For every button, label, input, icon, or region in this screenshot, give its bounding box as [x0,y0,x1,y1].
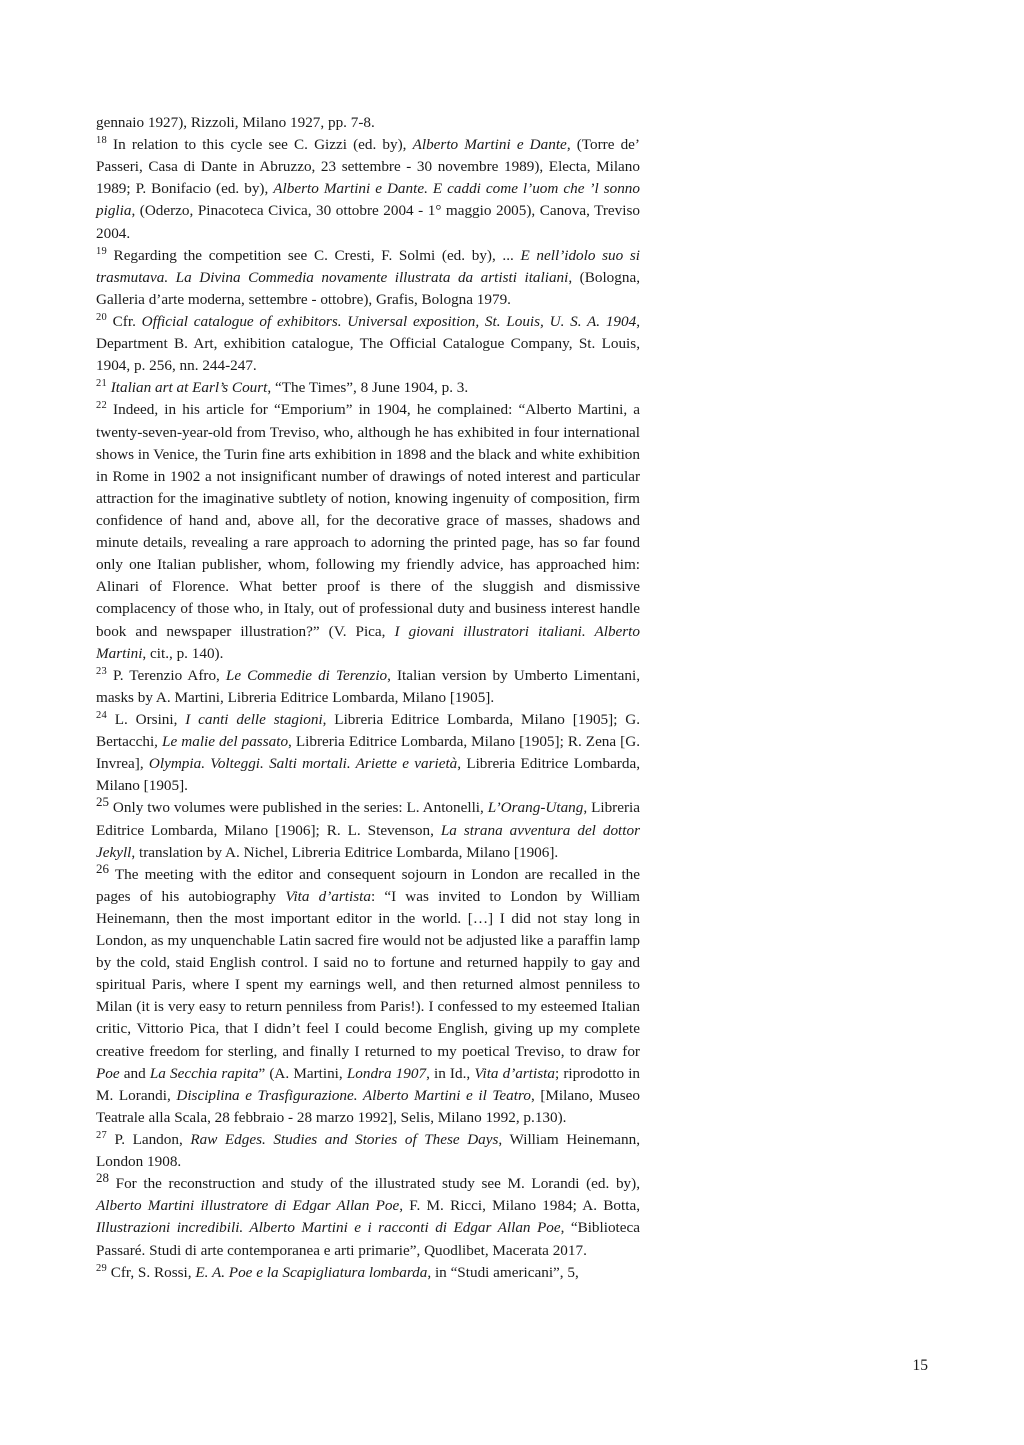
note-marker-20: 20 [96,311,107,323]
note-marker-26: 26 [96,860,109,876]
note-marker-27: 27 [96,1129,107,1141]
note-continuation: gennaio 1927), Rizzoli, Milano 1927, pp. 7-8. [96,114,375,131]
note-28: 28 For the reconstruction and study of the illustrated study see M. Lorandi (ed. by), Alberto Martini illustratore di Edgar Allan Poe, F. M. Ricci, Milano 1984; A. Botta, Illustrazioni incredibili. Alberto Martini e i racconti di Edgar Allan Poe, “Biblioteca Passaré. Studi di arte contemporanea e arti primarie”, Quodlibet, Macerata 2017. [96,1170,640,1259]
note-marker-21: 21 [96,378,107,390]
note-marker-29: 29 [96,1262,107,1274]
page-number: 15 [912,1357,928,1374]
note-25: 25 Only two volumes were published in the series: L. Antonelli, L’Orang-Utang, Libreria Editrice Lombarda, Milano [1906]; R. L. Stevenson, La strana avventura del dottor Jekyll, translation by A. Nichel, Libreria Editrice Lombarda, Milano [1906]. [96,794,640,861]
note-27: $^{27}$ P. Landon, Raw Edges. Studies and Stories of These Days, William Heinemann, London 1908. [96,1129,641,1171]
note-marker-25: 25 [96,794,109,810]
note-20: $^{20}$ Cfr. Official catalogue of exhibitors. Universal exposition, St. Louis, U. S. A. 1904, Department B. Art, exhibition catalogue, The Official Catalogue Company, St. Louis, 1904, p. 256, nn. 244-247. [96,311,640,375]
note-marker-22: 22 [96,400,107,412]
note-marker-18: 18 [96,135,107,147]
note-21: $^{21}$ Italian art at Earl’s Court, “The Times”, 8 June 1904, p. 3. [96,378,469,397]
note-23: $^{23}$ P. Terenzio Afro, Le Commedie di Terenzio, Italian version by Umberto Limentani, masks by A. Martini, Libreria Editrice Lombarda, Milano [1905]. [96,665,640,706]
note-18: $^{18}$ In relation to this cycle see C. Gizzi (ed. by), Alberto Martini e Dante, (Torre de’ Passeri, Casa di Dante in Abruzzo, 23 settembre - 30 novembre 1989), Electa, Milano 1989; P. Bonifacio (ed. by), Alberto Martini e Dante. E caddi come l’uom che ’l sonno piglia, (Oderzo, Pinacoteca Civica, 30 ottobre 2004 - 1° maggio 2005), Canova, Treviso 2004. [96,135,640,242]
note-24: $^{24}$ L. Orsini, I canti delle stagioni, Libreria Editrice Lombarda, Milano [1905]; G. Bertacchi, Le malie del passato, Libreria Editrice Lombarda, Milano [1905]; R. Zena [G. Invrea], Olympia. Volteggi. Salti mortali. Ariette e varietà, Libreria Editrice Lombarda, Milano [1905]. [96,709,641,795]
endnotes-column [96,112,640,1284]
note-19: $^{19}$ Regarding the competition see C. Cresti, F. Solmi (ed. by), ... E nell’idolo suo si trasmutava. La Divina Commedia novamente illustrata da artisti italiani, (Bologna, Galleria d’arte moderna, settembre - ottobre), Grafis, Bologna 1979. [96,245,641,308]
note-22: $^{22}$ Indeed, in his article for “Emporium” in 1904, he complained: “Alberto Martini, a twenty-seven-year-old from Treviso, who, although he has exhibited in four international shows in Venice, the Turin fine arts exhibition in 1898 and the black and white exhibition in Rome in 1902 a not insignificant number of drawings of noted interest and particular attraction for the imaginative subtlety of notion, knowing ingenuity of composition, firm confidence of hand and, above all, for the decorative grace of masses, shadows and minute details, revealing a rare approach to adorning the printed page, has so far found only one Italian publisher, whom, following my friendly advice, has approached him: Alinari of Florence. What better proof is there of the sluggish and dismissive complacency of those who, in Italy, out of professional duty and business interest handle book and newspaper illustration?” (V. Pica, I giovani illustratori italiani. Alberto Martini, cit., p. 140). [96,400,640,662]
note-marker-28: 28 [96,1170,109,1186]
note-marker-24: 24 [96,709,107,721]
note-29: $^{29}$ Cfr, S. Rossi, E. A. Poe e la Scapigliatura lombarda, in “Studi americani”, 5, [96,1262,579,1281]
note-26: 26 The meeting with the editor and consequent sojourn in London are recalled in the pages of his autobiography Vita d’artista: “I was invited to London by William Heinemann, then the most important editor in the world. […] I did not stay long in London, as my unquenchable Latin sacred fire would not be adjusted like a paraffin lamp by the cold, staid English control. I said no to fortune and returned happily to gay and spiritual Paris, where I spent my earnings well, and then returned almost penniless to Milan (it is very easy to return penniless from Paris!). I confessed to my esteemed Italian critic, Vittorio Pica, that I didn’t feel I could become English, giving up my complete creative freedom for sterling, and finally I returned to my poetical Treviso, to draw for Poe and La Secchia rapita” (A. Martini, Londra 1907, in Id., Vita d’artista; riprodotto in M. Lorandi, Disciplina e Trasfigurazione. Alberto Martini e il Teatro, [Milano, Museo Teatrale alla Scala, 28 febbraio - 28 marzo 1992], Selis, Milano 1992, p.130). [96,860,641,1126]
note-marker-23: 23 [96,665,107,677]
note-marker-19: 19 [96,245,107,257]
